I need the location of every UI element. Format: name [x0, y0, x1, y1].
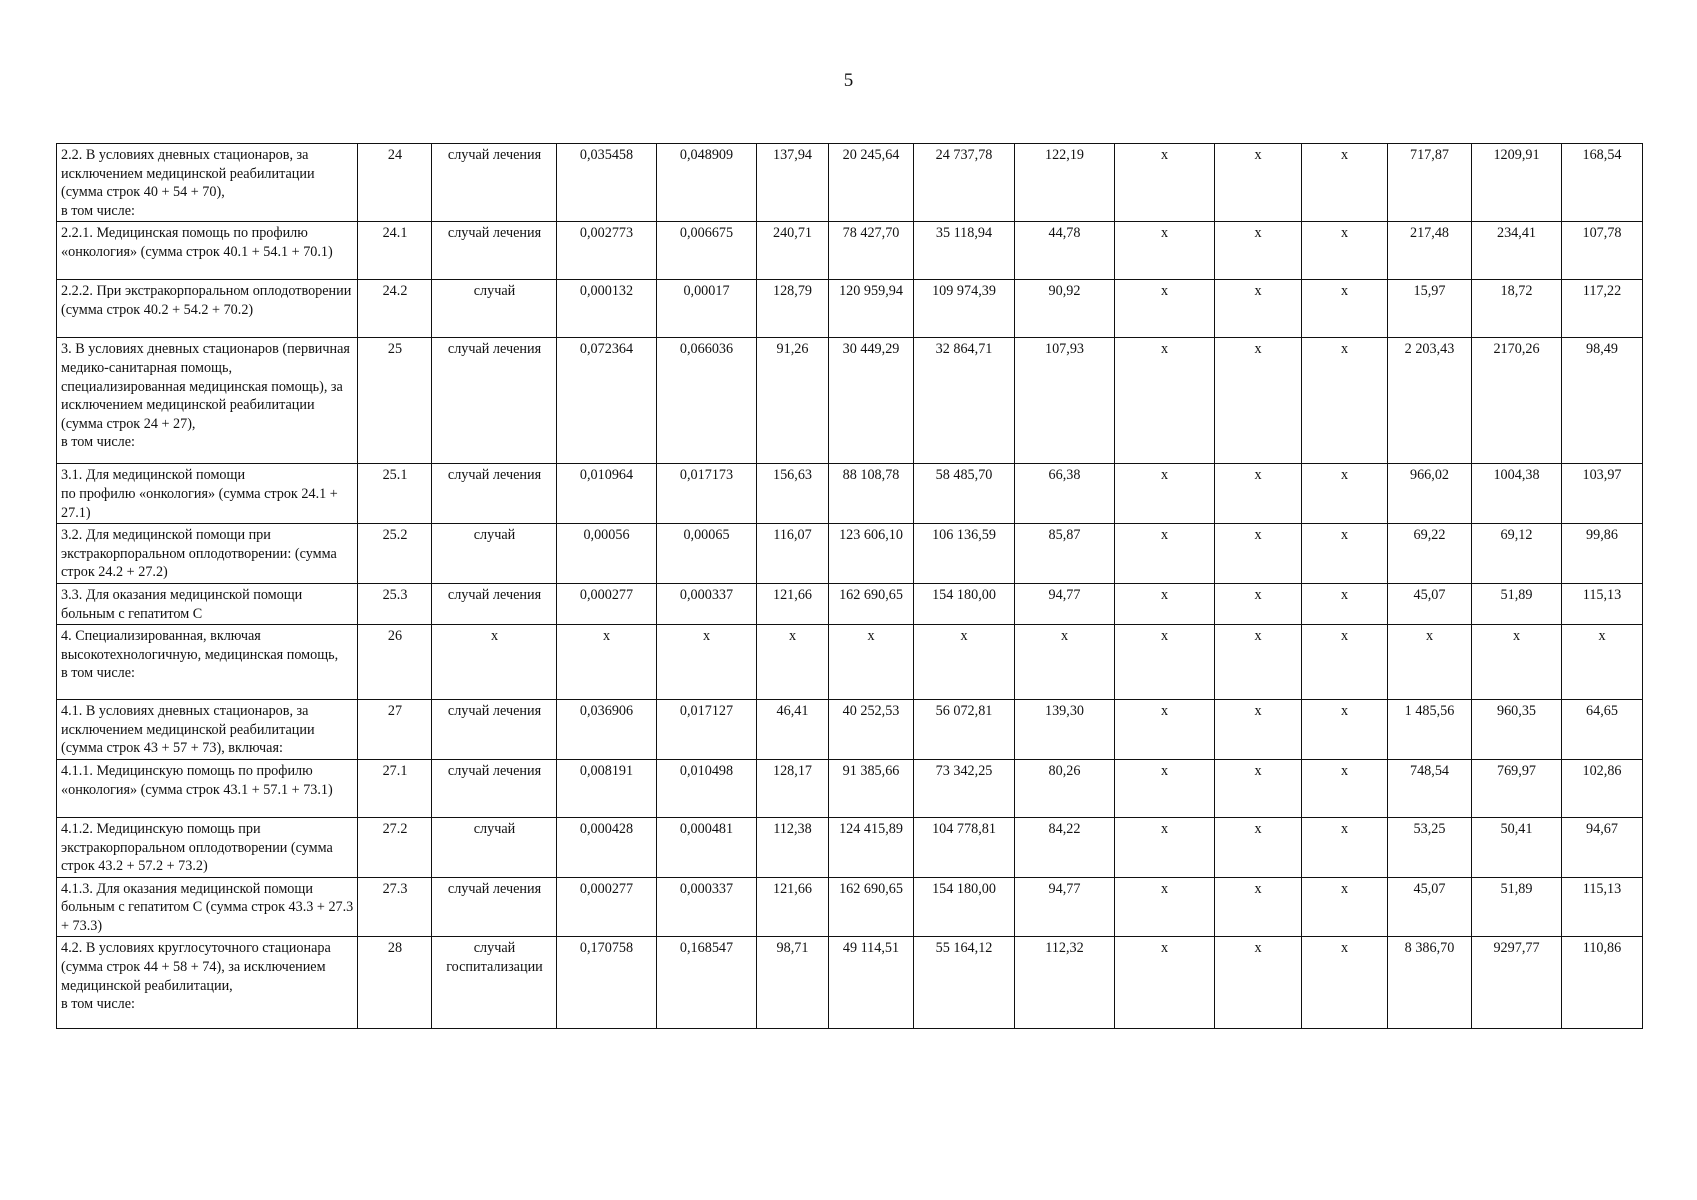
row-code-cell: 25.1: [358, 464, 432, 524]
value-cell-8: х: [1215, 937, 1302, 1029]
value-cell-12: 64,65: [1562, 700, 1643, 760]
value-cell-1: 0,000428: [557, 817, 657, 877]
value-cell-1: 0,008191: [557, 759, 657, 817]
value-cell-7: х: [1115, 464, 1215, 524]
value-cell-1: 0,002773: [557, 222, 657, 280]
row-code-cell: 25.3: [358, 583, 432, 624]
value-cell-9: х: [1302, 817, 1388, 877]
value-cell-5: 106 136,59: [914, 524, 1015, 584]
value-cell-11: 9297,77: [1472, 937, 1562, 1029]
row-name-cell: 2.2.1. Медицинская помощь по профилю «онкология» (сумма строк 40.1 + 54.1 + 70.1): [57, 222, 358, 280]
value-cell-6: х: [1015, 625, 1115, 700]
value-cell-5: 24 737,78: [914, 144, 1015, 222]
value-cell-6: 107,93: [1015, 338, 1115, 464]
value-cell-10: 217,48: [1388, 222, 1472, 280]
row-name-cell: 2.2. В условиях дневных стационаров, за исключением медицинской реабилитации (сумма строк 40 + 54 + 70), в том числе:: [57, 144, 358, 222]
table-row: [57, 937, 1643, 1029]
row-code-cell: 28: [358, 937, 432, 1029]
value-cell-12: 117,22: [1562, 280, 1643, 338]
value-cell-3: 46,41: [757, 700, 829, 760]
table-row: [57, 144, 1643, 222]
value-cell-11: 69,12: [1472, 524, 1562, 584]
value-cell-2: 0,010498: [657, 759, 757, 817]
value-cell-8: х: [1215, 625, 1302, 700]
unit-cell: случай: [432, 524, 557, 584]
value-cell-11: 234,41: [1472, 222, 1562, 280]
value-cell-12: 98,49: [1562, 338, 1643, 464]
page-number: 5: [843, 70, 854, 91]
value-cell-9: х: [1302, 759, 1388, 817]
unit-cell: случай лечения: [432, 583, 557, 624]
value-cell-7: х: [1115, 338, 1215, 464]
table-row: [57, 817, 1643, 877]
value-cell-4: 91 385,66: [829, 759, 914, 817]
value-cell-9: х: [1302, 583, 1388, 624]
value-cell-6: 80,26: [1015, 759, 1115, 817]
value-cell-12: 110,86: [1562, 937, 1643, 1029]
value-cell-3: 121,66: [757, 583, 829, 624]
value-cell-2: 0,00017: [657, 280, 757, 338]
row-code-cell: 27.3: [358, 877, 432, 937]
value-cell-10: 53,25: [1388, 817, 1472, 877]
value-cell-5: х: [914, 625, 1015, 700]
value-cell-1: 0,036906: [557, 700, 657, 760]
row-name-cell: 3. В условиях дневных стационаров (первичная медико-санитарная помощь, специализированная медицинская помощь), за исключением медицинской реабилитации (сумма строк 24 + 27), в том числе:: [57, 338, 358, 464]
value-cell-4: 30 449,29: [829, 338, 914, 464]
row-name-cell: 4. Специализированная, включая высокотехнологичную, медицинская помощь, в том числе:: [57, 625, 358, 700]
value-cell-3: 137,94: [757, 144, 829, 222]
value-cell-6: 66,38: [1015, 464, 1115, 524]
table-row: [57, 464, 1643, 524]
value-cell-2: 0,017173: [657, 464, 757, 524]
value-cell-5: 73 342,25: [914, 759, 1015, 817]
value-cell-10: 69,22: [1388, 524, 1472, 584]
value-cell-7: х: [1115, 583, 1215, 624]
table-row: [57, 700, 1643, 760]
value-cell-3: 128,79: [757, 280, 829, 338]
value-cell-2: 0,000481: [657, 817, 757, 877]
value-cell-4: 88 108,78: [829, 464, 914, 524]
value-cell-12: 94,67: [1562, 817, 1643, 877]
table-row: [57, 280, 1643, 338]
value-cell-5: 154 180,00: [914, 877, 1015, 937]
value-cell-2: 0,168547: [657, 937, 757, 1029]
row-code-cell: 25: [358, 338, 432, 464]
value-cell-8: х: [1215, 700, 1302, 760]
value-cell-3: 91,26: [757, 338, 829, 464]
value-cell-7: х: [1115, 280, 1215, 338]
value-cell-4: 162 690,65: [829, 583, 914, 624]
value-cell-2: 0,048909: [657, 144, 757, 222]
value-cell-11: х: [1472, 625, 1562, 700]
data-table: [56, 143, 1643, 1029]
row-name-cell: 4.1. В условиях дневных стационаров, за исключением медицинской реабилитации (сумма строк 43 + 57 + 73), включая:: [57, 700, 358, 760]
row-code-cell: 24.1: [358, 222, 432, 280]
value-cell-10: 1 485,56: [1388, 700, 1472, 760]
unit-cell: случай лечения: [432, 222, 557, 280]
value-cell-10: 45,07: [1388, 583, 1472, 624]
value-cell-11: 51,89: [1472, 583, 1562, 624]
row-code-cell: 27.2: [358, 817, 432, 877]
unit-cell: случай лечения: [432, 700, 557, 760]
row-name-cell: 3.2. Для медицинской помощи при экстракорпоральном оплодотворении: (сумма строк 24.2 + 27.2): [57, 524, 358, 584]
value-cell-8: х: [1215, 144, 1302, 222]
value-cell-4: 124 415,89: [829, 817, 914, 877]
value-cell-6: 85,87: [1015, 524, 1115, 584]
value-cell-1: 0,000277: [557, 877, 657, 937]
value-cell-5: 104 778,81: [914, 817, 1015, 877]
value-cell-4: 120 959,94: [829, 280, 914, 338]
table-row: [57, 625, 1643, 700]
value-cell-6: 44,78: [1015, 222, 1115, 280]
unit-cell: случай лечения: [432, 464, 557, 524]
value-cell-8: х: [1215, 280, 1302, 338]
value-cell-10: 717,87: [1388, 144, 1472, 222]
unit-cell: случай госпитализации: [432, 937, 557, 1029]
value-cell-8: х: [1215, 338, 1302, 464]
value-cell-7: х: [1115, 222, 1215, 280]
row-code-cell: 27.1: [358, 759, 432, 817]
value-cell-5: 154 180,00: [914, 583, 1015, 624]
value-cell-11: 1004,38: [1472, 464, 1562, 524]
value-cell-2: х: [657, 625, 757, 700]
value-cell-9: х: [1302, 280, 1388, 338]
value-cell-5: 109 974,39: [914, 280, 1015, 338]
value-cell-10: 8 386,70: [1388, 937, 1472, 1029]
value-cell-12: х: [1562, 625, 1643, 700]
unit-cell: случай лечения: [432, 877, 557, 937]
value-cell-8: х: [1215, 464, 1302, 524]
row-code-cell: 24.2: [358, 280, 432, 338]
value-cell-1: 0,170758: [557, 937, 657, 1029]
value-cell-7: х: [1115, 625, 1215, 700]
value-cell-10: 748,54: [1388, 759, 1472, 817]
value-cell-8: х: [1215, 222, 1302, 280]
table-row: [57, 877, 1643, 937]
row-code-cell: 24: [358, 144, 432, 222]
value-cell-9: х: [1302, 222, 1388, 280]
value-cell-2: 0,017127: [657, 700, 757, 760]
value-cell-10: 15,97: [1388, 280, 1472, 338]
value-cell-6: 122,19: [1015, 144, 1115, 222]
value-cell-4: х: [829, 625, 914, 700]
value-cell-7: х: [1115, 759, 1215, 817]
table-row: [57, 583, 1643, 624]
value-cell-7: х: [1115, 817, 1215, 877]
value-cell-6: 139,30: [1015, 700, 1115, 760]
value-cell-10: х: [1388, 625, 1472, 700]
row-name-cell: 4.2. В условиях круглосуточного стационара (сумма строк 44 + 58 + 74), за исключением медицинской реабилитации, в том числе:: [57, 937, 358, 1029]
value-cell-7: х: [1115, 144, 1215, 222]
row-name-cell: 3.1. Для медицинской помощи по профилю «онкология» (сумма строк 24.1 + 27.1): [57, 464, 358, 524]
row-code-cell: 26: [358, 625, 432, 700]
value-cell-2: 0,066036: [657, 338, 757, 464]
value-cell-7: х: [1115, 700, 1215, 760]
value-cell-11: 50,41: [1472, 817, 1562, 877]
value-cell-8: х: [1215, 877, 1302, 937]
value-cell-5: 55 164,12: [914, 937, 1015, 1029]
unit-cell: х: [432, 625, 557, 700]
row-code-cell: 25.2: [358, 524, 432, 584]
value-cell-12: 107,78: [1562, 222, 1643, 280]
value-cell-8: х: [1215, 817, 1302, 877]
value-cell-10: 2 203,43: [1388, 338, 1472, 464]
unit-cell: случай: [432, 817, 557, 877]
value-cell-6: 94,77: [1015, 877, 1115, 937]
value-cell-3: 240,71: [757, 222, 829, 280]
value-cell-9: х: [1302, 937, 1388, 1029]
row-name-cell: 4.1.3. Для оказания медицинской помощи больным с гепатитом С (сумма строк 43.3 + 27.3 + 73.3): [57, 877, 358, 937]
unit-cell: случай лечения: [432, 338, 557, 464]
value-cell-9: х: [1302, 877, 1388, 937]
value-cell-7: х: [1115, 877, 1215, 937]
value-cell-3: 121,66: [757, 877, 829, 937]
value-cell-1: 0,000277: [557, 583, 657, 624]
value-cell-7: х: [1115, 937, 1215, 1029]
value-cell-11: 960,35: [1472, 700, 1562, 760]
value-cell-8: х: [1215, 583, 1302, 624]
value-cell-4: 123 606,10: [829, 524, 914, 584]
value-cell-4: 40 252,53: [829, 700, 914, 760]
value-cell-1: 0,000132: [557, 280, 657, 338]
value-cell-5: 32 864,71: [914, 338, 1015, 464]
value-cell-5: 56 072,81: [914, 700, 1015, 760]
value-cell-9: х: [1302, 144, 1388, 222]
row-code-cell: 27: [358, 700, 432, 760]
value-cell-8: х: [1215, 524, 1302, 584]
value-cell-11: 2170,26: [1472, 338, 1562, 464]
row-name-cell: 4.1.1. Медицинскую помощь по профилю «онкология» (сумма строк 43.1 + 57.1 + 73.1): [57, 759, 358, 817]
table-row: [57, 524, 1643, 584]
value-cell-2: 0,000337: [657, 583, 757, 624]
value-cell-2: 0,006675: [657, 222, 757, 280]
value-cell-12: 115,13: [1562, 583, 1643, 624]
value-cell-10: 966,02: [1388, 464, 1472, 524]
value-cell-11: 18,72: [1472, 280, 1562, 338]
value-cell-4: 20 245,64: [829, 144, 914, 222]
value-cell-2: 0,00065: [657, 524, 757, 584]
table-row: [57, 222, 1643, 280]
value-cell-1: х: [557, 625, 657, 700]
value-cell-10: 45,07: [1388, 877, 1472, 937]
value-cell-5: 58 485,70: [914, 464, 1015, 524]
value-cell-11: 51,89: [1472, 877, 1562, 937]
value-cell-9: х: [1302, 700, 1388, 760]
value-cell-5: 35 118,94: [914, 222, 1015, 280]
unit-cell: случай: [432, 280, 557, 338]
row-name-cell: 3.3. Для оказания медицинской помощи больным с гепатитом С: [57, 583, 358, 624]
value-cell-12: 102,86: [1562, 759, 1643, 817]
row-name-cell: 4.1.2. Медицинскую помощь при экстракорпоральном оплодотворении (сумма строк 43.2 + 57.2 + 73.2): [57, 817, 358, 877]
value-cell-1: 0,010964: [557, 464, 657, 524]
value-cell-2: 0,000337: [657, 877, 757, 937]
table-row: [57, 759, 1643, 817]
value-cell-9: х: [1302, 464, 1388, 524]
value-cell-12: 168,54: [1562, 144, 1643, 222]
value-cell-11: 769,97: [1472, 759, 1562, 817]
value-cell-9: х: [1302, 524, 1388, 584]
value-cell-6: 94,77: [1015, 583, 1115, 624]
value-cell-6: 90,92: [1015, 280, 1115, 338]
value-cell-3: 112,38: [757, 817, 829, 877]
value-cell-11: 1209,91: [1472, 144, 1562, 222]
value-cell-3: х: [757, 625, 829, 700]
value-cell-4: 162 690,65: [829, 877, 914, 937]
value-cell-12: 99,86: [1562, 524, 1643, 584]
value-cell-3: 128,17: [757, 759, 829, 817]
value-cell-1: 0,072364: [557, 338, 657, 464]
value-cell-8: х: [1215, 759, 1302, 817]
value-cell-1: 0,00056: [557, 524, 657, 584]
unit-cell: случай лечения: [432, 759, 557, 817]
value-cell-9: х: [1302, 338, 1388, 464]
value-cell-6: 84,22: [1015, 817, 1115, 877]
table-row: [57, 338, 1643, 464]
value-cell-1: 0,035458: [557, 144, 657, 222]
unit-cell: случай лечения: [432, 144, 557, 222]
value-cell-3: 116,07: [757, 524, 829, 584]
value-cell-3: 156,63: [757, 464, 829, 524]
value-cell-4: 78 427,70: [829, 222, 914, 280]
row-name-cell: 2.2.2. При экстракорпоральном оплодотворении (сумма строк 40.2 + 54.2 + 70.2): [57, 280, 358, 338]
value-cell-3: 98,71: [757, 937, 829, 1029]
value-cell-6: 112,32: [1015, 937, 1115, 1029]
value-cell-12: 115,13: [1562, 877, 1643, 937]
value-cell-12: 103,97: [1562, 464, 1643, 524]
value-cell-4: 49 114,51: [829, 937, 914, 1029]
value-cell-9: х: [1302, 625, 1388, 700]
value-cell-7: х: [1115, 524, 1215, 584]
